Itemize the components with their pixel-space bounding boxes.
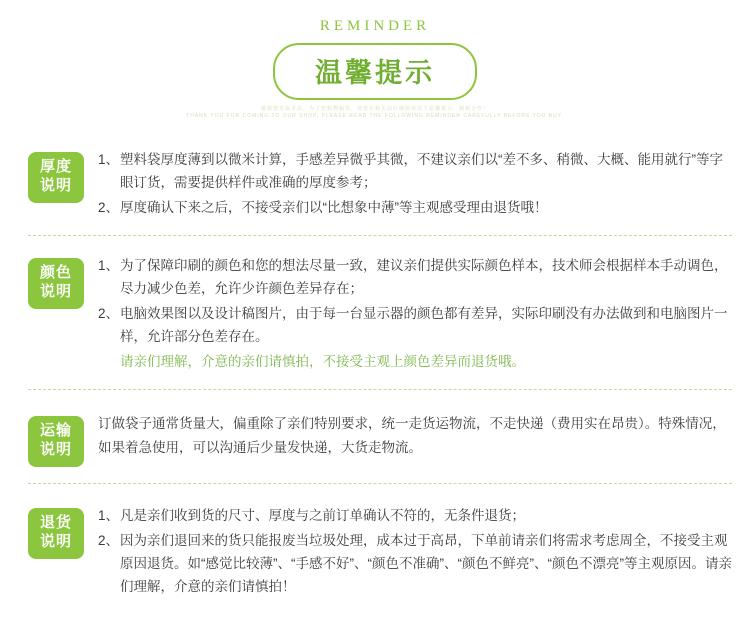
section-tag-color	[28, 258, 84, 309]
list-item-text: 为了保障印刷的颜色和您的想法尽量一致，建议亲们提供实际颜色样本，技术师会根据样本手动调色，尽力减少色差，允许少许颜色差异存在；	[120, 258, 728, 296]
list-item-text: 塑料袋厚度薄到以微米计算，手感差异微乎其微，不建议亲们以“差不多、稍微、大概、能用就行”等字眼订货，需要提供样件或准确的厚度参考；	[120, 152, 723, 190]
sections-list	[0, 132, 750, 614]
section-tag-line-2: 说明	[39, 178, 72, 194]
section-tag-line-2: 说明	[39, 534, 72, 550]
section-transport	[28, 390, 732, 484]
section-body-color	[84, 254, 732, 373]
header-subtext-line-1: 感谢您光临本店，为了您购物愉快，请您在购买前仔细阅读以下温馨提示，谢谢合作！	[260, 106, 489, 112]
section-body-return	[84, 504, 732, 598]
section-tag-transport	[28, 416, 84, 467]
section-tag-return	[28, 508, 84, 559]
list-item-note-text: 请亲们理解，介意的亲们请慎拍，不接受主观上颜色差异而退货哦。	[120, 354, 525, 369]
list-item-text: 厚度确认下来之后，不接受亲们以“比想象中薄”等主观感受理由退货哦！	[120, 200, 548, 215]
list-item-number: 2、	[98, 533, 120, 548]
list-item-number: 2、	[98, 200, 120, 215]
list-item	[98, 196, 732, 219]
list-item	[98, 254, 732, 300]
section-body-thickness	[84, 148, 732, 219]
section-tag-line-1: 厚度	[39, 159, 72, 175]
section-tag-line-2: 说明	[39, 442, 72, 458]
list-item-number: 1、	[98, 152, 120, 167]
page-header	[0, 0, 750, 120]
header-subtext-line-2: THANK YOU FOR COMING TO OUR SHOP, PLEASE READ THE FOLLOWING REMINDER CAREFULLY BEFORE YOU BUY.	[186, 113, 564, 119]
list-item	[98, 148, 732, 194]
section-paragraph: 订做袋子通常货量大，偏重除了亲们特别要求，统一走货运物流，不走快递（费用实在昂贵）。特殊情况，如果着急使用，可以沟通后少量发快递，大货走物流。	[98, 416, 726, 455]
list-item	[98, 504, 732, 527]
section-thickness	[28, 132, 732, 236]
header-english-title: REMINDER	[319, 18, 431, 34]
page-title: 温馨提示	[315, 58, 435, 88]
header-subtext	[0, 106, 750, 120]
section-tag-line-1: 运输	[39, 423, 72, 439]
section-tag-line-2: 说明	[39, 284, 72, 300]
section-tag-line-1: 退货	[39, 515, 72, 531]
list-item	[98, 529, 732, 598]
section-color	[28, 236, 732, 390]
section-body-transport	[84, 412, 732, 460]
section-tag-line-1: 颜色	[39, 265, 72, 281]
section-tag-thickness	[28, 152, 84, 203]
list-item-note	[98, 350, 732, 373]
list-item-text: 凡是亲们收到货的尺寸、厚度与之前订单确认不符的，无条件退货；	[120, 508, 525, 523]
page-title-box	[273, 43, 477, 100]
list-item-text: 电脑效果图以及设计稿图片，由于每一台显示器的颜色都有差异，实际印刷没有办法做到和电脑图片一样，允许部分色差存在。	[120, 306, 728, 344]
list-item-number: 2、	[98, 306, 120, 321]
list-item	[98, 302, 732, 348]
list-item-number: 1、	[98, 508, 120, 523]
section-return	[28, 484, 732, 614]
list-item-number: 1、	[98, 258, 120, 273]
list-item-text: 因为亲们退回来的货只能报废当垃圾处理，成本过于高昂，下单前请亲们将需求考虑周全，不接受主观原因退货。如“感觉比较薄”、“手感不好”、“颜色不准确”、“颜色不鲜亮”、“颜色不漂亮”等主观原因。请亲们理解，介意的亲们请慎拍！	[120, 533, 732, 594]
